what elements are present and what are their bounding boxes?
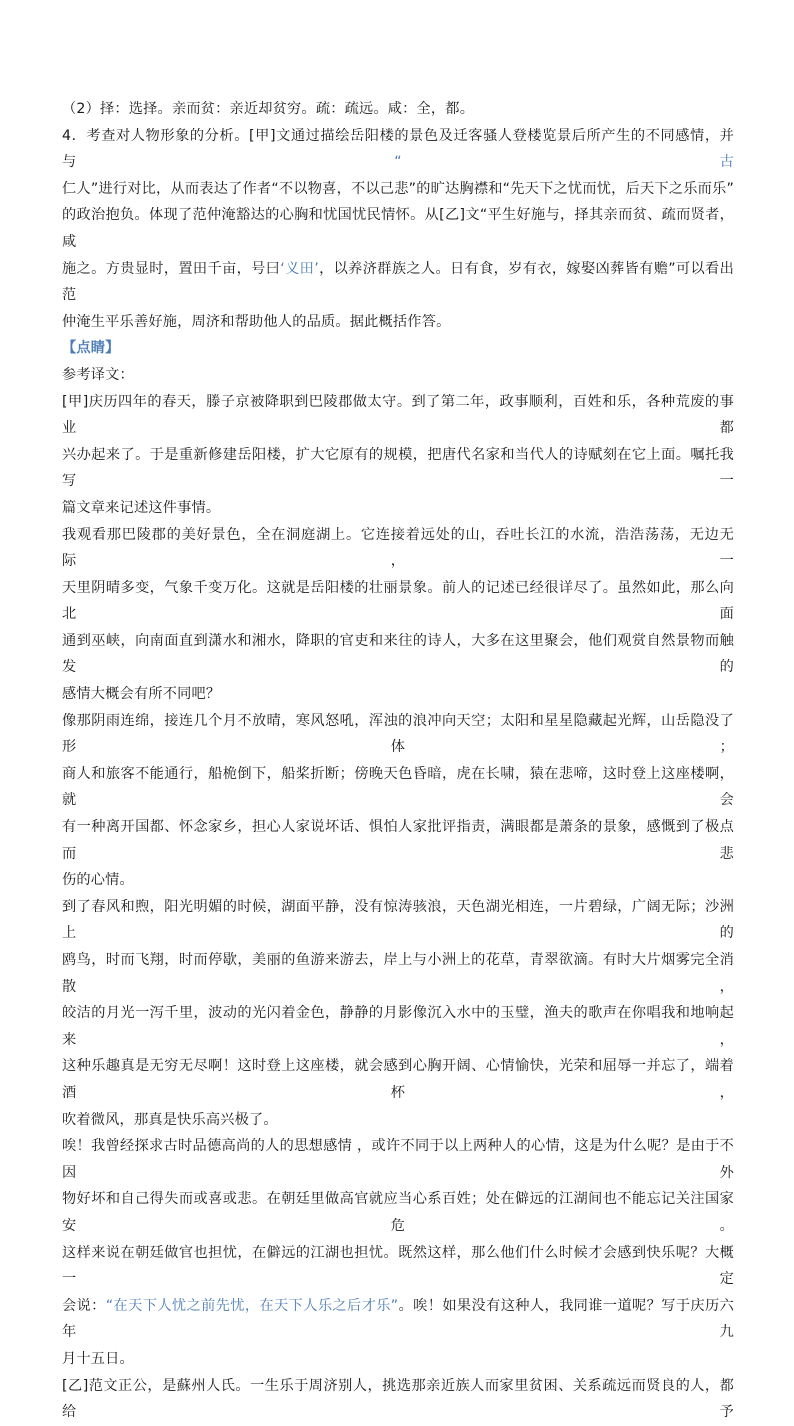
text-segment: 物好坏和自己得失而或喜或悲。在朝廷里做高官就应当心系百姓；处在僻远的江湖间也不能忘记关注国家安危。 (62, 1191, 734, 1234)
text-segment: 伤的心情。 (62, 872, 134, 889)
text-segment: 兴办起来了。于是重新修建岳阳楼，扩大它原有的规模，把唐代名家和当代人的诗赋刻在它上面。嘱托我写一 (62, 446, 734, 490)
highlighted-text: ‘义田’ (280, 260, 319, 277)
text-segment: ，以养济群族之人。日有食，岁有衣，嫁娶凶葬皆有赡”可以看出范 (62, 260, 734, 304)
text-segment: 会说： (62, 1297, 106, 1314)
text-segment: 鸥鸟，时而飞翔，时而停歇，美丽的鱼游来游去，岸上与小洲上的花草，青翠欲滴。有时大片烟雾完全消散， (62, 952, 734, 995)
text-segment: [乙]范文正公，是蘇州人氏。一生乐于周济别人，挑选那亲近族人而家里贫困、关系疏远而贤良的人，都给予 (62, 1377, 734, 1421)
text-segment: 商人和旅客不能通行，船桅倒下，船桨折断；傍晚天色昏暗，虎在长啸，猿在悲啼，这时登上这座楼啊，就会 (62, 765, 734, 809)
text-segment: [甲]庆历四年的春天，滕子京被降职到巴陵郡做太守。到了第二年，政事顺利，百姓和乐，各种荒废的事业都 (62, 393, 734, 437)
text-segment: 仁人”进行对比，从而表达了作者“不以物喜，不以己悲”的旷达胸襟和“先天下之忧而忧，后天下之乐而乐” (62, 180, 734, 197)
text-segment: 篇文章来记述这件事情。 (62, 499, 221, 516)
text-line (62, 761, 734, 814)
text-line (62, 681, 734, 708)
text-line (62, 202, 734, 255)
text-line (62, 522, 734, 575)
text-line (62, 814, 734, 867)
highlighted-text: “古 (394, 154, 734, 171)
text-line (62, 1346, 734, 1373)
text-line (62, 947, 734, 1000)
text-line (62, 1107, 734, 1134)
text-line (62, 867, 734, 894)
text-segment: 这样来说在朝廷做官也担忧，在僻远的江湖也担忧。既然这样，那么他们什么时候才会感到快乐呢？大概一定 (62, 1244, 734, 1288)
text-line (62, 1240, 734, 1293)
text-line (62, 1000, 734, 1053)
text-segment: 像那阴雨连绵，接连几个月不放晴，寒风怒吼，浑浊的浪冲向天空；太阳和星星隐藏起光辉，山岳隐没了形体； (62, 712, 734, 756)
text-line (62, 96, 734, 123)
text-line (62, 708, 734, 761)
text-segment: 吹着微风，那真是快乐高兴极了。 (62, 1111, 278, 1128)
text-line (62, 1133, 734, 1186)
text-line (62, 176, 734, 203)
text-segment: 月十五日。 (62, 1350, 134, 1367)
text-segment: 我观看那巴陵郡的美好景色，全在洞庭湖上。它连接着远处的山，吞吐长江的水流，浩浩荡荡，无边无际，一 (62, 526, 734, 570)
text-line (62, 442, 734, 495)
text-line (62, 309, 734, 336)
text-line (62, 1053, 734, 1106)
text-segment: 有一种离开国都、怀念家乡，担心人家说坏话、惧怕人家批评指责，满眼都是萧条的景象，感慨到了极点而悲 (62, 819, 734, 862)
highlighted-text: “在天下人忧之前先忧，在天下人乐之后才乐” (105, 1297, 399, 1314)
text-segment: 皎洁的月光一泻千里，波动的光闪着金色，静静的月影像沉入水中的玉璧，渔夫的歌声在你唱我和地响起来， (62, 1005, 734, 1048)
text-line (62, 894, 734, 947)
text-line (62, 123, 734, 176)
text-line (62, 495, 734, 522)
text-segment: 通到巫峡，向南面直到潇水和湘水，降职的官吏和来往的诗人，大多在这里聚会，他们观赏自然景物而触发的 (62, 632, 734, 676)
highlighted-text: 【点睛】 (62, 340, 120, 357)
text-segment: 施之。方贵显时，置田千亩，号曰 (62, 260, 281, 277)
text-segment: 这种乐趣真是无穷无尽啊！这时登上这座楼，就会感到心胸开阔、心情愉快，光荣和屈辱一并忘了，端着酒杯， (62, 1058, 734, 1101)
text-line (62, 256, 734, 309)
text-segment: 感情大概会有所不同吧？ (62, 686, 221, 703)
text-line (62, 1186, 734, 1239)
text-segment: 参考译文： (62, 366, 134, 383)
text-line (62, 1373, 734, 1426)
text-segment: 天里阴晴多变，气象千变万化。这就是岳阳楼的壮丽景象。前人的记述已经很详尽了。虽然如此，那么向北面 (62, 579, 734, 623)
text-segment: 的政治抱负。体现了范仲淹豁达的心胸和忧国忧民情怀。从[乙]文“平生好施与，择其亲而贫、疏而贤者，咸 (62, 207, 734, 250)
text-line (62, 389, 734, 442)
text-segment: 到了春风和煦，阳光明媚的时候，湖面平静，没有惊涛骇浪，天色湖光相连，一片碧绿，广阔无际；沙洲上的 (62, 898, 734, 942)
text-line (62, 628, 734, 681)
text-segment: 。唉！如果没有这种人，我同谁一道呢？写于庆历六年九 (62, 1297, 734, 1341)
text-segment: （2）择：选择。亲而贫：亲近却贫穷。疏：疏远。咸：全，都。 (62, 101, 475, 117)
text-segment: 唉！我曾经探求古时品德高尚的人的思想感情 ，或许不同于以上两种人的心情，这是为什么呢？是由于不因外 (62, 1138, 734, 1181)
text-segment: 4．考查对人物形象的分析。[甲]文通过描绘岳阳楼的景色及迁客骚人登楼览景后所产生的不同感情，并与 (62, 127, 734, 171)
document-body (62, 96, 734, 1426)
text-line (62, 362, 734, 389)
text-line (62, 575, 734, 628)
text-line (62, 1293, 734, 1346)
text-segment: 仲淹生平乐善好施，周济和帮助他人的品质。据此概括作答。 (62, 313, 451, 330)
text-line (62, 335, 734, 362)
